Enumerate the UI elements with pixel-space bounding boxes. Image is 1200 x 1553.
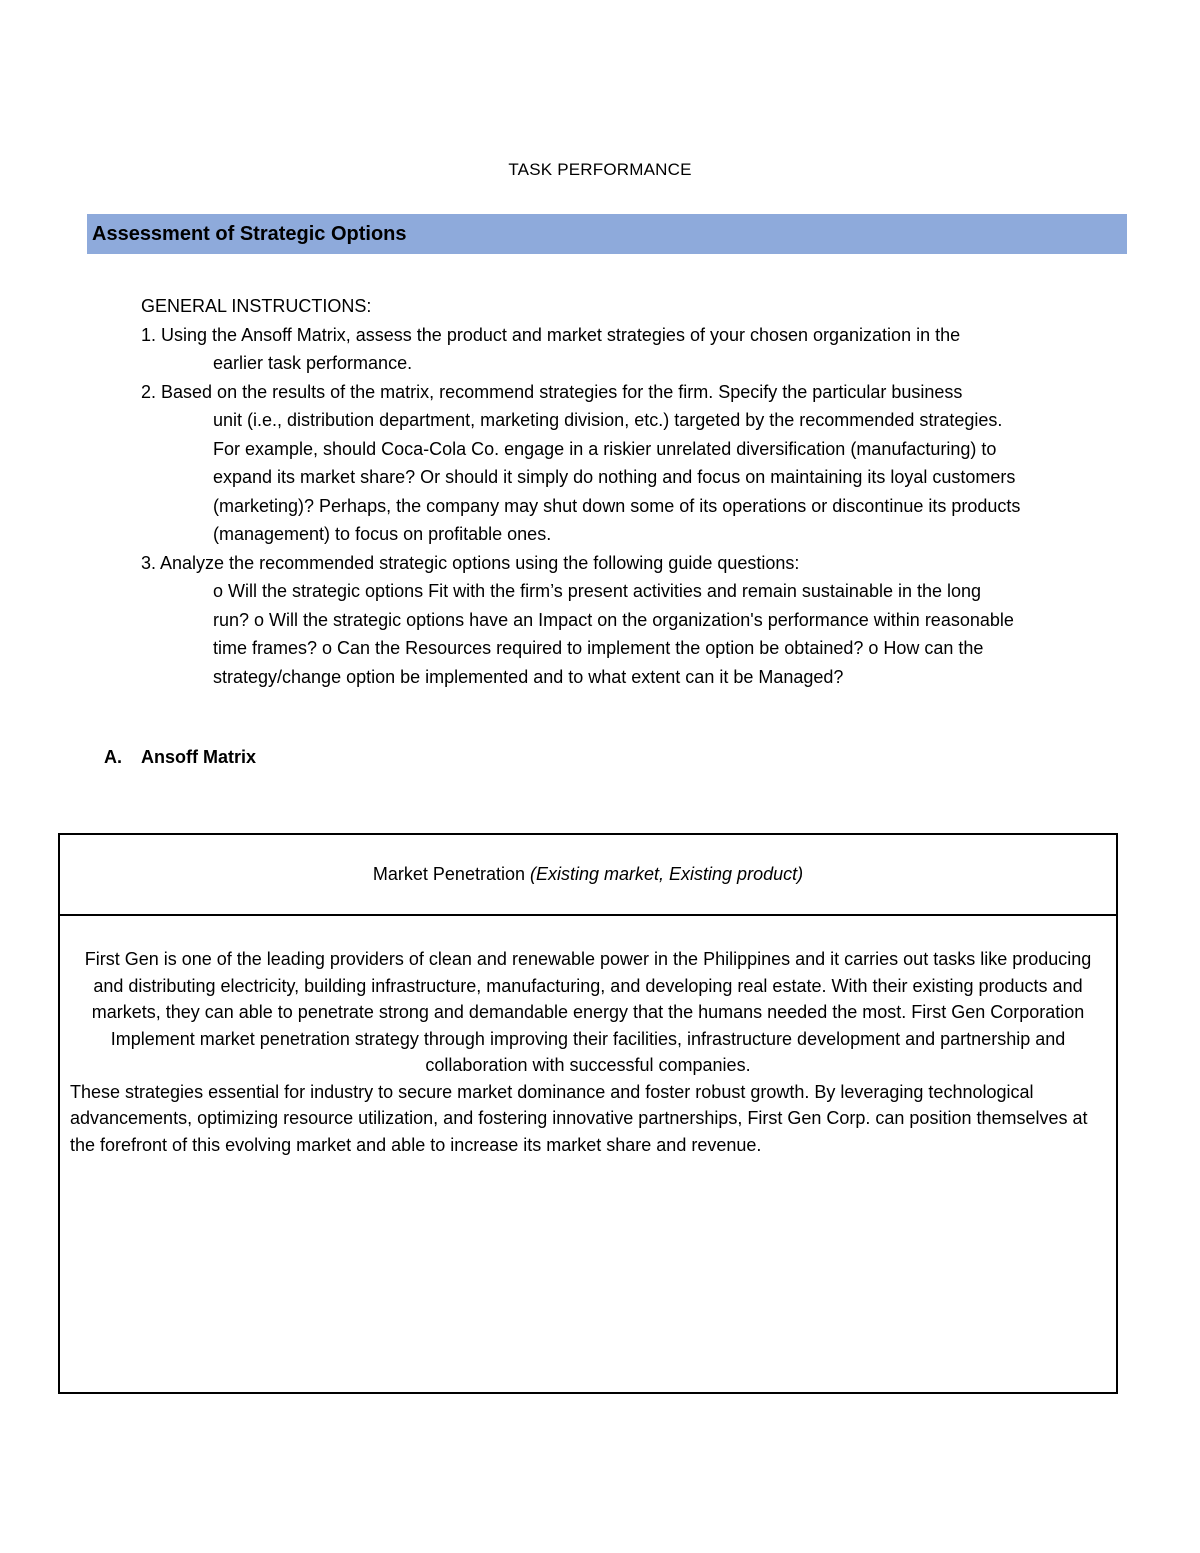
instruction-item-2-cont: (management) to focus on profitable ones. [213, 524, 552, 544]
instruction-item-2: 2. Based on the results of the matrix, recommend strategies for the firm. Specify the particular business [141, 381, 963, 402]
matrix-body [60, 916, 1116, 1158]
section-a-letter: A. [104, 747, 122, 767]
matrix-body-paragraph-1: First Gen is one of the leading providers of clean and renewable power in the Philippines and it carries out tasks like producing and distributing electricity, building infrastructure, manufacturing, and developing real estate. With their existing products and markets, they can able to penetrate strong and demandable energy that the humans needed the most. First Gen Corporation Implement market penetration strategy through improving their facilities, infrastructure development and partnership and collaboration with successful companies. [84, 949, 1092, 1075]
instruction-item-3: 3. Analyze the recommended strategic options using the following guide questions: [141, 552, 800, 573]
matrix-header-label: Market Penetration [372, 864, 525, 884]
matrix-header [60, 835, 1116, 916]
general-instructions [141, 292, 1131, 691]
instruction-item-3-cont: time frames? o Can the Resources required to implement the option be obtained? o How can the [213, 638, 984, 658]
instruction-item-1: 1. Using the Ansoff Matrix, assess the product and market strategies of your chosen organization in the [141, 324, 961, 345]
matrix-body-paragraph-2: These strategies essential for industry to secure market dominance and foster robust growth. By leveraging technological advancements, optimizing resource utilization, and fostering innovative partnerships, First Gen Corp. can position themselves at the forefront of this evolving market and able to increase its market share and revenue. [70, 1081, 1088, 1155]
instruction-item-1-cont: earlier task performance. [213, 353, 413, 373]
page-title: TASK PERFORMANCE [508, 160, 692, 179]
instruction-item-2-cont: unit (i.e., distribution department, marketing division, etc.) targeted by the recommended strategies. [213, 410, 1003, 430]
instruction-item-3-cont: strategy/change option be implemented and to what extent can it be Managed? [213, 666, 844, 687]
ansoff-matrix-box [58, 833, 1118, 1394]
section-a-heading [104, 747, 256, 768]
instruction-item-2-cont: expand its market share? Or should it simply do nothing and focus on maintaining its loyal customers [213, 467, 1016, 487]
section-heading: Assessment of Strategic Options [92, 223, 407, 245]
instruction-item-3-cont: o Will the strategic options Fit with the firm’s present activities and remain sustainable in the long [213, 581, 982, 601]
instruction-item-2-cont: For example, should Coca-Cola Co. engage in a riskier unrelated diversification (manufacturing) to [213, 438, 997, 459]
instruction-item-2-cont: (marketing)? Perhaps, the company may shut down some of its operations or discontinue its products [213, 495, 1021, 516]
instructions-heading: GENERAL INSTRUCTIONS: [141, 296, 372, 316]
instruction-item-3-cont: run? o Will the strategic options have an Impact on the organization's performance within reasonable [213, 609, 1014, 630]
section-heading-banner [87, 214, 1127, 254]
section-a-title: Ansoff Matrix [141, 747, 257, 767]
matrix-header-detail: (Existing market, Existing product) [530, 864, 804, 884]
